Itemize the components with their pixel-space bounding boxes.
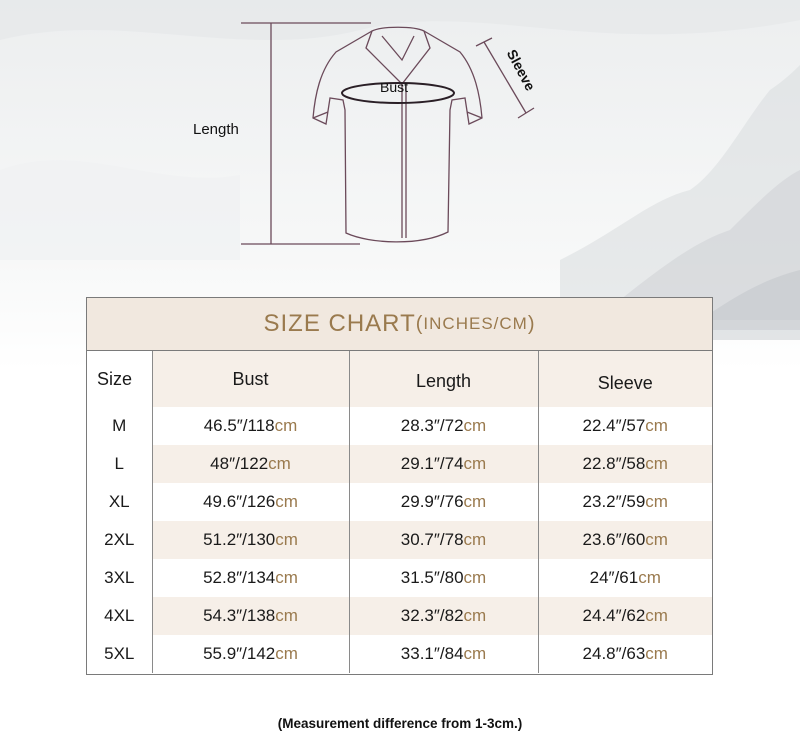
unit-suffix: cm (638, 568, 661, 587)
table-row (87, 559, 712, 597)
measurement-note: (Measurement difference from 1-3cm.) (277, 716, 523, 731)
table-row (87, 597, 712, 635)
table-row (87, 483, 712, 521)
unit-suffix: cm (463, 492, 487, 511)
sleeve-value: 22.4″/57 (582, 416, 646, 435)
sleeve-cell (538, 597, 712, 635)
length-cell (349, 521, 538, 559)
size-cell: 2XL (104, 530, 135, 549)
sleeve-value: 24.8″/63 (582, 644, 646, 663)
bust-cell (152, 407, 349, 445)
sleeve-value: 23.6″/60 (582, 530, 646, 549)
size-cell: 4XL (104, 606, 135, 625)
sleeve-label: Sleeve (503, 46, 539, 94)
bust-value: 52.8″/134 (203, 568, 276, 587)
sleeve-cell (538, 407, 712, 445)
length-value: 29.9″/76 (400, 492, 464, 511)
size-chart-paren-open: ( (415, 312, 424, 335)
length-value: 29.1″/74 (400, 454, 464, 473)
unit-suffix: cm (268, 454, 291, 473)
size-cell: 5XL (104, 644, 135, 663)
size-chart-paren-close: ) (527, 312, 536, 335)
size-cell: XL (108, 492, 130, 511)
length-value: 32.3″/82 (400, 606, 464, 625)
size-table (87, 351, 712, 673)
size-cell: 3XL (104, 568, 135, 587)
sleeve-cell (538, 445, 712, 483)
bust-cell (152, 559, 349, 597)
sleeve-value: 24″/61 (589, 568, 639, 587)
bust-cell (152, 445, 349, 483)
length-value: 28.3″/72 (400, 416, 464, 435)
unit-suffix: cm (645, 416, 668, 435)
unit-suffix: cm (645, 492, 668, 511)
length-cell (349, 559, 538, 597)
header-size: Size (87, 351, 152, 407)
table-row (87, 445, 712, 483)
bust-value: 51.2″/130 (203, 530, 276, 549)
table-header-row (87, 351, 712, 407)
size-chart-title (87, 298, 712, 351)
sleeve-cell (538, 521, 712, 559)
header-sleeve: Sleeve (538, 351, 712, 407)
unit-suffix: cm (463, 606, 487, 625)
sleeve-cell (538, 559, 712, 597)
shirt-diagram (0, 0, 800, 260)
sleeve-value: 23.2″/59 (582, 492, 646, 511)
length-value: 30.7″/78 (400, 530, 464, 549)
unit-suffix: cm (463, 416, 487, 435)
unit-suffix: cm (275, 644, 298, 663)
bust-label: Bust (380, 79, 409, 95)
bust-value: 49.6″/126 (203, 492, 276, 511)
unit-suffix: cm (463, 454, 487, 473)
unit-suffix: cm (274, 416, 298, 435)
sleeve-value: 22.8″/58 (582, 454, 646, 473)
header-bust: Bust (152, 351, 349, 407)
bust-value: 55.9″/142 (203, 644, 276, 663)
length-cell (349, 445, 538, 483)
length-cell (349, 635, 538, 673)
length-cell (349, 483, 538, 521)
table-row (87, 521, 712, 559)
length-cell (349, 407, 538, 445)
unit-suffix: cm (463, 644, 487, 663)
sleeve-guide-bottom (518, 108, 534, 118)
length-value: 33.1″/84 (400, 644, 464, 663)
bust-value: 54.3″/138 (203, 606, 276, 625)
length-label: Length (193, 121, 239, 138)
unit-suffix: cm (645, 530, 668, 549)
unit-suffix: cm (275, 492, 298, 511)
size-chart-title-main: SIZE CHART (263, 310, 416, 337)
size-cell: M (112, 416, 127, 435)
length-value: 31.5″/80 (400, 568, 464, 587)
unit-suffix: cm (645, 606, 668, 625)
table-row (87, 635, 712, 673)
unit-suffix: cm (275, 568, 298, 587)
sleeve-value: 24.4″/62 (582, 606, 646, 625)
table-body (87, 407, 712, 673)
shirt-outline (313, 31, 482, 242)
header-length: Length (349, 351, 538, 407)
unit-suffix: cm (275, 530, 298, 549)
bust-cell (152, 521, 349, 559)
unit-suffix: cm (463, 568, 487, 587)
size-chart-title-units: INCHES/CM (423, 314, 528, 333)
unit-suffix: cm (463, 530, 487, 549)
bust-value: 48″/122 (210, 454, 269, 473)
bust-cell (152, 483, 349, 521)
unit-suffix: cm (275, 606, 298, 625)
size-cell: L (114, 454, 124, 473)
bust-cell (152, 635, 349, 673)
size-chart (86, 297, 713, 675)
bust-cell (152, 597, 349, 635)
unit-suffix: cm (645, 644, 668, 663)
table-row (87, 407, 712, 445)
bust-value: 46.5″/118 (203, 416, 275, 435)
length-cell (349, 597, 538, 635)
sleeve-cell (538, 483, 712, 521)
sleeve-cell (538, 635, 712, 673)
unit-suffix: cm (645, 454, 668, 473)
